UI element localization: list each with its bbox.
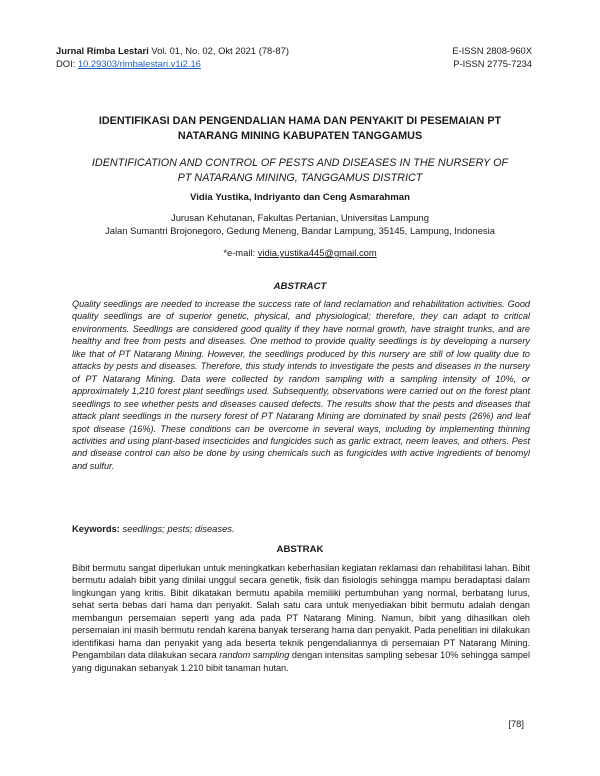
doi-link[interactable]: 10.29303/rimbalestari.v1i2.16 (77, 58, 201, 69)
abstract-text: Quality seedlings are needed to increase the success rate of land reclamation and rehabilitation activities. Good quality seedlings are of superior genetic, physical, and physiological; therefore, they can adapt to critical environments. Seedlings are considered good quality if they have normal growth, have straight trunks, and are healthy and free from pests and diseases. One method to provide quality seedlings is by developing a nursery like that of PT Natarang Mining. However, the seedlings produced by this nursery are still of low quality due to attacks by pests and diseases. Therefore, this study intends to investigate the pests and diseases in the nursery of PT Natarang Mining. Data were collected by random sampling with a sampling intensity of 10%, or approximately 1,210 forest plant seedlings used. Subsequently, observations were carried out on the forest plant seedlings to see whether pests and diseases caused defects. The results show that the pests and diseases that attack plant seedlings in the nursery forest of PT Natarang Mining are dominated by snail pests (26%) and leaf spot disease (16%). These conditions can be overcome in several ways, including by implementing thinning activities and using plant-based insecticides and fungicides such as garlic extract, neem leaves, and others. Pest and disease control can also be done by using chemicals such as fungicides with active ingredients of benomyl and sulfur. (72, 299, 530, 471)
volume-info: Vol. 01, No. 02, Okt 2021 (78-87) (148, 45, 289, 56)
paper-title-english-line2: PT NATARANG MINING, TANGGAMUS DISTRICT (177, 172, 423, 184)
affiliation (40, 211, 560, 237)
keywords-text: seedlings; pests; diseases. (119, 523, 235, 534)
abstrak-text-italic: random sampling (219, 650, 290, 661)
authors: Vidia Yustika, Indriyanto dan Ceng Asmarahman (189, 192, 410, 203)
eissn: E-ISSN 2808-960X (452, 45, 532, 56)
doi-line (56, 57, 289, 70)
journal-citation-line (56, 44, 289, 57)
journal-header (56, 44, 289, 70)
paper-title-english (56, 156, 544, 186)
journal-name: Jurnal Rimba Lestari (56, 45, 149, 56)
doi-label: DOI: (56, 58, 78, 69)
paper-title-line1: IDENTIFIKASI DAN PENGENDALIAN HAMA DAN PENYAKIT DI PESEMAIAN PT (98, 115, 502, 127)
paper-title-line2: NATARANG MINING KABUPATEN TANGGAMUS (177, 130, 423, 142)
abstrak-text-part2: dengan intensitas sampling sebesar 10% sehingga sampel yang digunakan sebanyak 1.210 bibit tanaman hutan. (72, 650, 530, 673)
issn-block (452, 44, 532, 70)
paper-title-english-line1: IDENTIFICATION AND CONTROL OF PESTS AND DISEASES IN THE NURSERY OF (91, 157, 509, 169)
email-address[interactable]: vidia.yustika445@gmail.com (257, 247, 377, 258)
abstrak-text-part1: Bibit bermutu sangat diperlukan untuk meningkatkan keberhasilan kegiatan reklamasi dan rehabilitasi lahan. Bibit bermutu adalah bibit yang dinilai unggul secara genetik, fisik dan fisiologis sehingga mampu beradaptasi dalam lingkungan yang kritis. Bibit dikatakan bermutu apabila memiliki pertumbuhan yang normal, berbatang lurus, sehat serta bebas dari hama dan penyakit. Salah satu cara untuk menyediakan bibit bermutu adalah dengan membangun persemaian seperti yang ada pada PT Natarang Mining. Namun, bibit yang dihasilkan oleh persemaian ini masih bermutu rendah karena banyak terserang hama dan penyakit. Pada penelitian ini dilakukan identifikasi hama dan penyakit yang ada beserta teknik pengendaliannya di persemaian PT Natarang Mining. Pengambilan data dilakukan secara (72, 563, 530, 661)
page-number: [78] (508, 718, 524, 729)
abstrak-heading: ABSTRAK (276, 544, 324, 555)
abstract-heading: ABSTRACT (273, 281, 327, 292)
affiliation-line1: Jurusan Kehutanan, Fakultas Pertanian, Universitas Lampung (171, 212, 429, 223)
keywords-label: Keywords: (72, 523, 120, 534)
email-line (60, 247, 540, 258)
paper-title (60, 114, 540, 144)
pissn: P-ISSN 2775-7234 (453, 58, 532, 69)
email-label: *e-mail: (223, 247, 258, 258)
abstrak-text (72, 562, 530, 674)
keywords-line (72, 523, 235, 534)
affiliation-line2: Jalan Sumantri Brojonegoro, Gedung Meneng, Bandar Lampung, 35145, Lampung, Indonesia (105, 225, 495, 236)
